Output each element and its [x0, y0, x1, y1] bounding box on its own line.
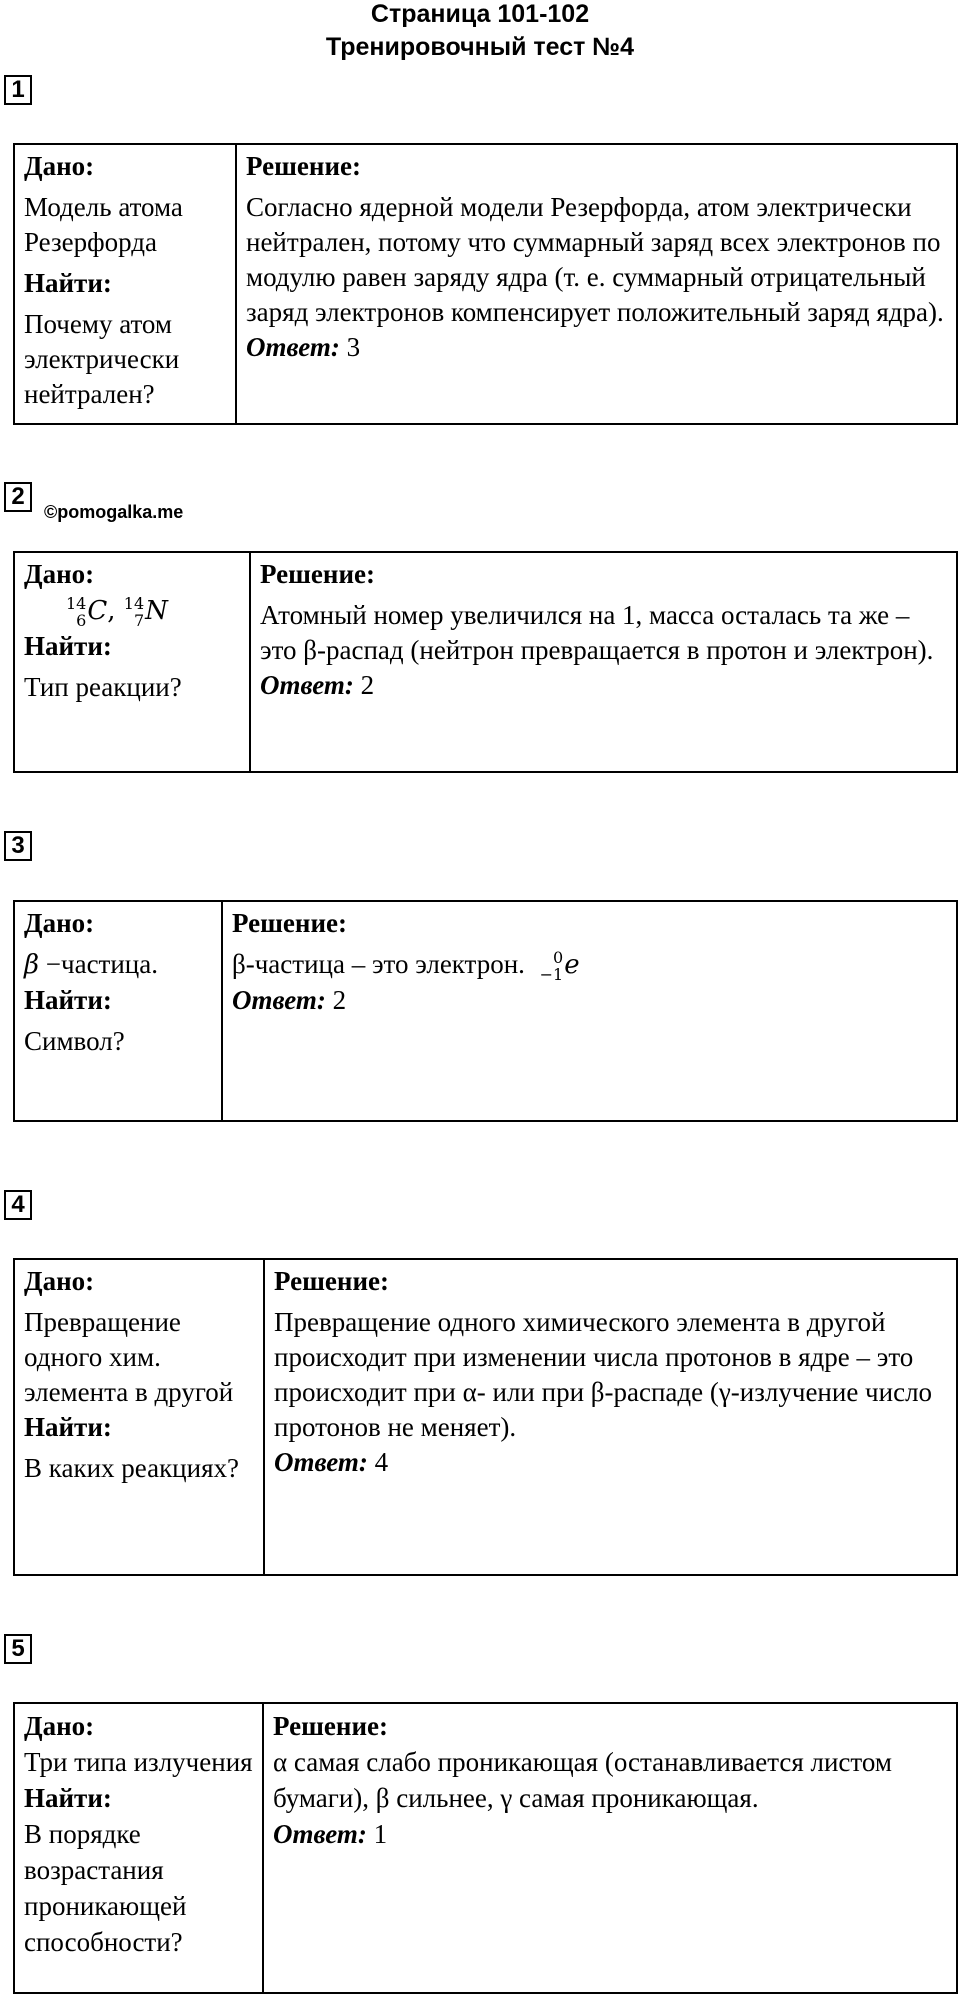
solution-label: Решение:	[274, 1266, 389, 1296]
given-label: Дано:	[24, 908, 95, 938]
given-formula	[24, 594, 241, 629]
given-label: Дано:	[24, 151, 95, 181]
task-number-1: 1	[4, 75, 32, 105]
solution-sentence: β-частица – это электрон.	[232, 949, 525, 979]
formula-separator: ,	[107, 596, 116, 626]
find-value: Символ?	[24, 1026, 125, 1056]
nitrogen-isotope-numbers	[124, 595, 144, 629]
given-value: Превращение одного хим. элемента в другой	[24, 1307, 234, 1407]
given-text: −частица.	[45, 949, 158, 979]
answer-line	[273, 1816, 948, 1852]
solution-text: Согласно ядерной модели Резерфорда, атом электрически нейтрален, потому что суммарный заряд всех электронов по модулю равен заряду ядра (т. е. суммарный отрицательный заряд электронов компенсирует положительный заряд ядра).	[246, 192, 944, 327]
given-cell	[14, 901, 222, 1121]
solution-label: Решение:	[246, 151, 361, 181]
answer-line	[232, 983, 948, 1018]
find-value: Почему атом электрически нейтрален?	[24, 309, 180, 409]
find-value: В каких реакциях?	[24, 1453, 239, 1483]
answer-line	[274, 1445, 948, 1480]
find-label: Найти:	[24, 268, 112, 298]
carbon-atomic-number: 6	[76, 611, 87, 630]
task-table-1	[13, 143, 958, 425]
solution-cell	[236, 144, 957, 424]
carbon-symbol: C	[87, 596, 108, 626]
find-label: Найти:	[24, 1412, 112, 1442]
answer-label: Ответ:	[232, 985, 326, 1015]
answer-label: Ответ:	[273, 1819, 367, 1849]
nitrogen-mass-number: 14	[123, 594, 145, 613]
solution-text: Превращение одного химического элемента в другой происходит при изменении числа протонов в ядре – это происходит при α- или при β-распаде (γ-излучение число протонов не меняет).	[274, 1307, 933, 1442]
nitrogen-symbol: N	[145, 596, 168, 626]
task-table-2	[13, 551, 958, 773]
given-label: Дано:	[24, 1711, 95, 1741]
given-label: Дано:	[24, 559, 95, 589]
solution-label: Решение:	[232, 908, 347, 938]
solution-cell	[263, 1703, 957, 1993]
solution-text: Атомный номер увеличился на 1, масса осталась та же – это β-распад (нейтрон превращается в протон и электрон).	[260, 600, 934, 665]
task-table-3	[13, 900, 958, 1122]
task-table-4	[13, 1258, 958, 1576]
answer-value: 4	[374, 1447, 389, 1477]
task-number-3: 3	[4, 831, 32, 861]
find-value: В порядке возрастания проникающей способности?	[24, 1819, 187, 1957]
given-value: Три типа излучения	[24, 1747, 253, 1777]
given-label: Дано:	[24, 1266, 95, 1296]
electron-symbol: e	[564, 950, 580, 980]
solution-label: Решение:	[260, 559, 375, 589]
answer-line	[246, 330, 948, 365]
electron-formula	[539, 948, 580, 984]
given-value	[24, 947, 213, 983]
answer-label: Ответ:	[246, 332, 340, 362]
given-cell	[14, 144, 236, 424]
carbon-mass-number: 14	[66, 594, 87, 613]
answer-line	[260, 668, 948, 703]
solution-text: α самая слабо проникающая (останавливается листом бумаги), β сильнее, γ самая проникающая.	[273, 1747, 892, 1813]
solution-label: Решение:	[273, 1711, 388, 1741]
task-number-4: 4	[4, 1190, 32, 1220]
answer-label: Ответ:	[260, 670, 354, 700]
answer-value: 2	[332, 985, 347, 1015]
solution-cell	[264, 1259, 957, 1575]
solution-cell	[222, 901, 957, 1121]
task-number-5: 5	[4, 1634, 32, 1664]
given-cell	[14, 1703, 263, 1993]
carbon-isotope-numbers	[66, 595, 86, 629]
given-value: Модель атома Резерфорда	[24, 192, 183, 257]
electron-mass-number: 0	[553, 948, 564, 967]
solution-cell	[250, 552, 957, 772]
find-label: Найти:	[24, 631, 112, 661]
beta-symbol: β	[24, 950, 40, 980]
watermark: ©pomogalka.me	[44, 502, 184, 522]
solution-text	[232, 947, 948, 983]
task-table-5	[13, 1702, 958, 1994]
find-label: Найти:	[24, 1783, 112, 1813]
task-number-2: 2	[4, 482, 32, 512]
electron-numbers	[540, 949, 564, 983]
answer-value: 2	[360, 670, 375, 700]
answer-value: 3	[346, 332, 361, 362]
answer-label: Ответ:	[274, 1447, 368, 1477]
nitrogen-atomic-number: 7	[133, 611, 145, 630]
page-title: Страница 101-102	[370, 0, 590, 28]
test-title: Тренировочный тест №4	[325, 33, 635, 61]
electron-charge-number: −1	[539, 965, 564, 984]
find-label: Найти:	[24, 985, 112, 1015]
find-value: Тип реакции?	[24, 672, 182, 702]
given-cell	[14, 552, 250, 772]
given-cell	[14, 1259, 264, 1575]
answer-value: 1	[373, 1819, 388, 1849]
